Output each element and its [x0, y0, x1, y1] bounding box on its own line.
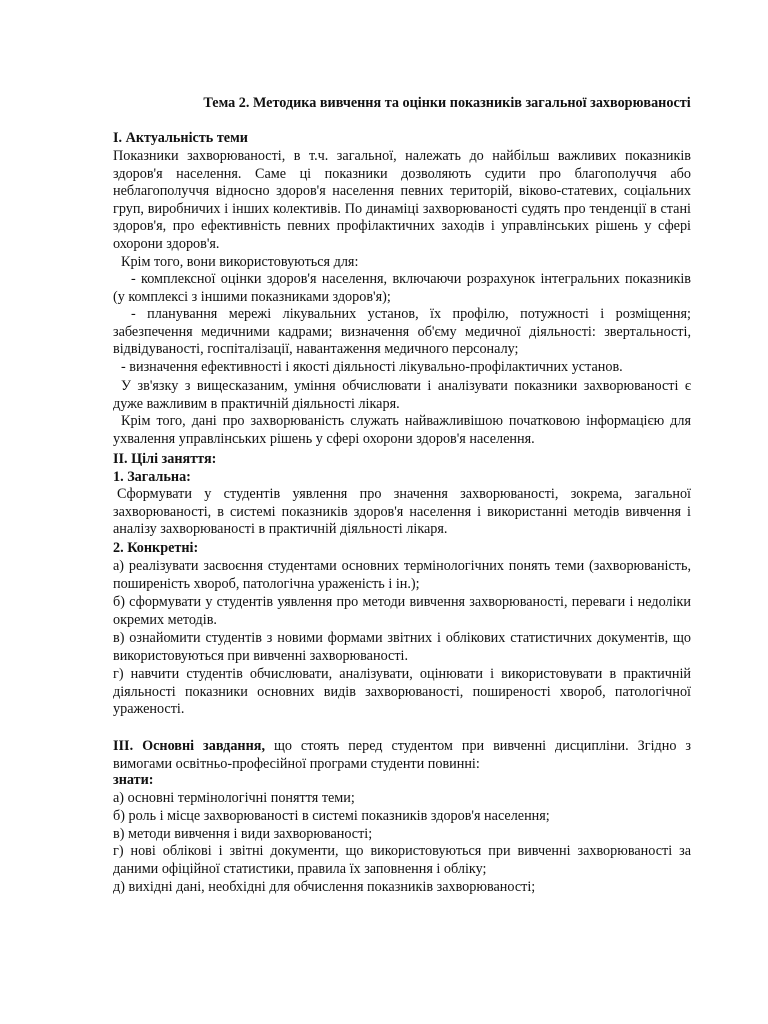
section-3-intro [113, 738, 691, 773]
section-1-paragraph-2: Крім того, вони використовуються для: [121, 254, 359, 270]
section-1-heading: I. Актуальність теми [113, 130, 248, 146]
section-3-item-c: в) методи вивчення і види захворюваності; [113, 826, 373, 842]
section-1-paragraph-4: Крім того, дані про захворюваність служать найважливішою початковою інформацією для ухвалення управлінських рішень у сфері охорони здоров'я населення. [113, 413, 691, 447]
document-title: Тема 2. Методика вивчення та оцінки показників загальної захворюваності [203, 95, 691, 111]
section-1-bullet-2: - планування мережі лікувальних установ, їх профілю, потужності і розміщення; забезпечення медичними кадрами; визначення об'єму медичної діяльності: звертальності, відвідуваності, госпіталізації, навантаження медичного персоналу; [113, 306, 691, 358]
section-2-item-d: г) навчити студентів обчислювати, аналізувати, оцінювати і використовувати в практичній діяльності показники основних видів захворюваності, поширеності хвороб, патологічної ураженості. [113, 666, 691, 718]
section-1-bullet-1: - комплексної оцінки здоров'я населення, включаючи розрахунок інтегральних показників (у комплексі з іншими показниками здоров'я); [113, 271, 691, 305]
section-3-know-heading: знати: [113, 772, 154, 788]
section-3-intro-text: що стоять перед студентом при вивченні дисципліни. Згідно з вимогами освітньо-професійної програми студенти повинні: [113, 738, 691, 772]
section-2-item-b: б) сформувати у студентів уявлення про методи вивчення захворюваності, переваги і недоліки окремих методів. [113, 594, 691, 628]
section-3-item-b: б) роль і місце захворюваності в системі показників здоров'я населення; [113, 808, 550, 824]
section-1-bullet-3: - визначення ефективності і якості діяльності лікувально-профілактичних установ. [121, 359, 623, 375]
section-3-item-a: а) основні термінологічні поняття теми; [113, 790, 355, 806]
section-2-item-c: в) ознайомити студентів з новими формами звітних і облікових статистичних документів, що використовуються при вивченні захворюваності. [113, 630, 691, 664]
section-2-general-text: Сформувати у студентів уявлення про значення захворюваності, зокрема, загальної захворюваності, в системі показників здоров'я населення і використанні методів вивчення і аналізу захворюваності в практичній діяльності лікаря. [113, 486, 691, 538]
section-2-general-heading: 1. Загальна: [113, 469, 191, 485]
section-3-item-d: г) нові облікові і звітні документи, що використовуються при вивченні захворюваності за даними офіційної статистики, правила їх заповнення і обліку; [113, 843, 691, 877]
section-3-item-e: д) вихідні дані, необхідні для обчислення показників захворюваності; [113, 879, 536, 895]
section-2-specific-heading: 2. Конкретні: [113, 540, 199, 556]
section-1-paragraph-3: У зв'язку з вищесказаним, уміння обчислювати і аналізувати показники захворюваності є дуже важливим в практичній діяльності лікаря. [113, 378, 691, 412]
section-2-item-a: а) реалізувати засвоєння студентами основних термінологічних понять теми (захворюваність, поширеність хвороб, патологічна ураженість і ін.); [113, 558, 691, 592]
section-1-paragraph-1: Показники захворюваності, в т.ч. загальної, належать до найбільш важливих показників здоров'я населення. Саме ці показники дозволяють судити про благополуччя або неблагополуччя відносно здоров'я населення певних територій, віково-статевих, соціальних груп, виробничих і інших колективів. По динаміці захворюваності судять про тенденції в стані здоров'я, про ефективність певних профілактичних заходів і управлінських рішень у сфері охорони здоров'я. [113, 148, 691, 252]
section-2-heading: II. Цілі заняття: [113, 451, 217, 467]
section-3-heading: III. Основні завдання, [113, 738, 265, 754]
